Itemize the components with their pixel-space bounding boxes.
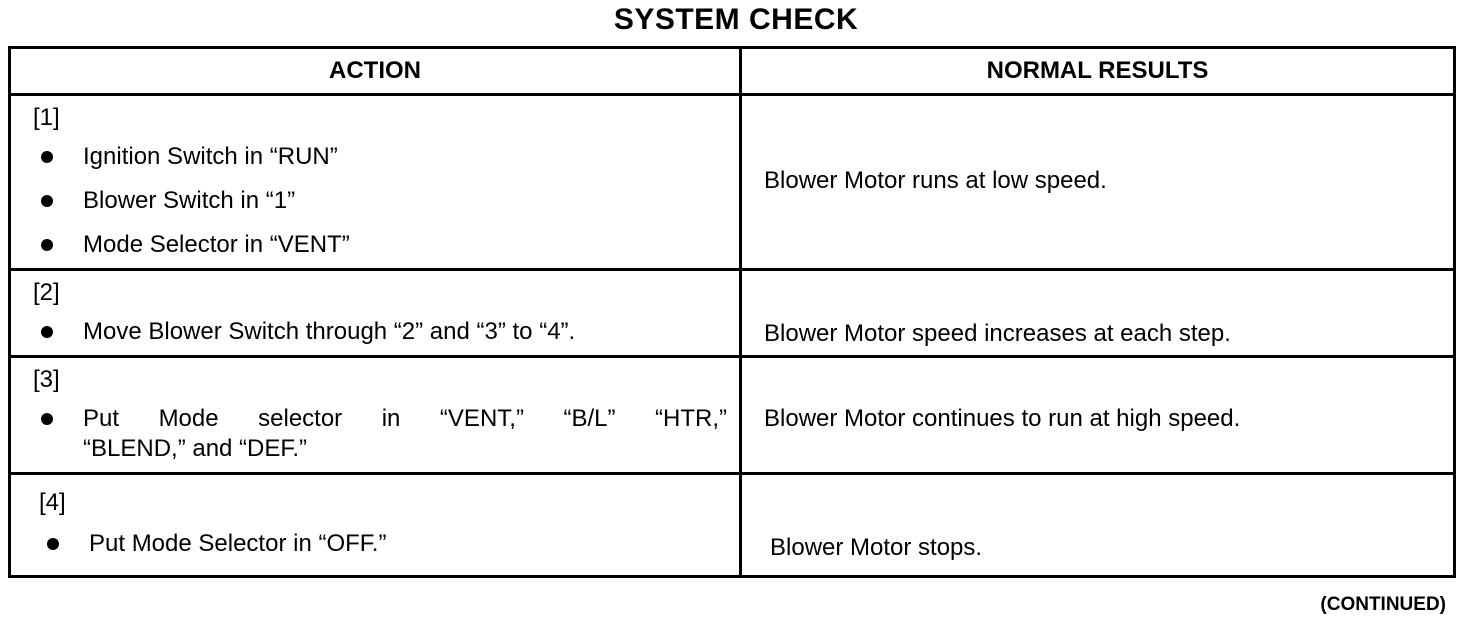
action-cell: [10, 95, 741, 270]
bullet-icon: [47, 538, 59, 550]
result-text: Blower Motor speed increases at each step.: [764, 320, 1231, 347]
list-item: [41, 142, 727, 172]
step-number: [2]: [33, 279, 60, 306]
result-text: Blower Motor runs at low speed.: [764, 167, 1107, 194]
system-check-table: [8, 46, 1456, 578]
result-cell: [741, 357, 1455, 474]
step-number: [4]: [39, 489, 66, 516]
normal-results-column-header: NORMAL RESULTS: [741, 48, 1455, 95]
list-item: [41, 186, 727, 216]
list-item: [41, 230, 727, 260]
result-cell: [741, 95, 1455, 270]
bullet-icon: [41, 151, 53, 163]
result-cell: [741, 270, 1455, 357]
table-row: [10, 95, 1455, 270]
result-text: Blower Motor stops.: [770, 534, 983, 561]
result-text: Blower Motor continues to run at high speed.: [764, 405, 1241, 432]
action-text: Mode Selector in “VENT”: [83, 231, 350, 258]
step-number: [3]: [33, 366, 60, 393]
bullet-icon: [41, 195, 53, 207]
page-title: SYSTEM CHECK: [613, 3, 859, 36]
continued-label: (CONTINUED): [1320, 594, 1446, 615]
action-text: Move Blower Switch through “2” and “3” to “4”.: [83, 318, 576, 345]
list-item: [41, 404, 727, 464]
bullet-icon: [41, 413, 53, 425]
table-row: [10, 270, 1455, 357]
action-cell: [10, 357, 741, 474]
action-text: Ignition Switch in “RUN”: [83, 143, 338, 170]
result-cell: [741, 474, 1455, 577]
table-row: [10, 357, 1455, 474]
action-text: Blower Switch in “1”: [83, 187, 296, 214]
step-number: [1]: [33, 104, 60, 131]
action-cell: [10, 474, 741, 577]
bullet-icon: [41, 326, 53, 338]
action-text-continuation: “BLEND,” and “DEF.”: [83, 435, 308, 462]
action-column-header: ACTION: [10, 48, 741, 95]
bullet-icon: [41, 239, 53, 251]
action-text: Put Mode selector in “VENT,” “B/L” “HTR,”: [83, 405, 727, 432]
list-item: [47, 529, 727, 559]
list-item: [41, 317, 727, 347]
action-cell: [10, 270, 741, 357]
action-text: Put Mode Selector in “OFF.”: [89, 530, 387, 557]
table-row: [10, 474, 1455, 577]
table-header-row: [10, 48, 1455, 95]
